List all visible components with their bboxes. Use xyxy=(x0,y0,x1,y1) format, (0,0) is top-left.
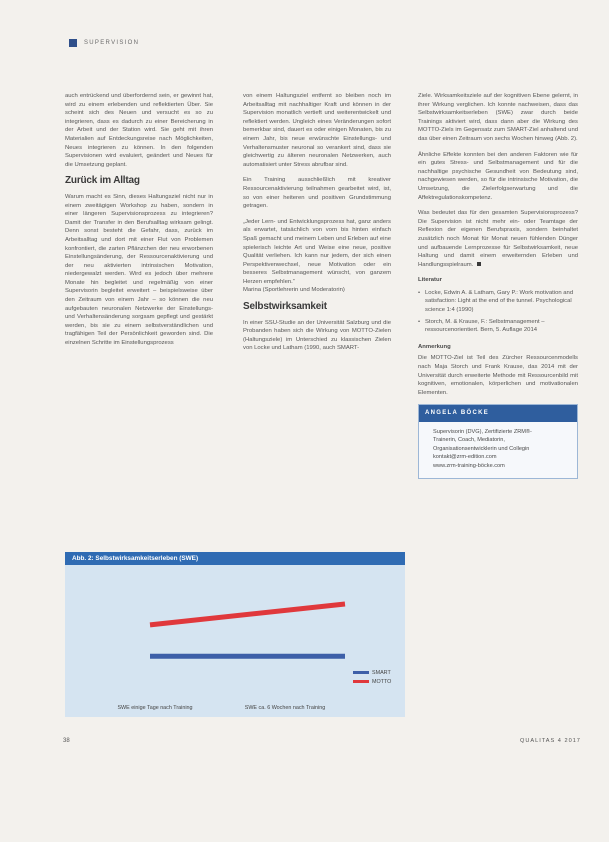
heading-selbstwirksamkeit: Selbstwirksamkeit xyxy=(243,301,327,313)
note-text: Die MOTTO-Ziel ist Teil des Zürcher Ressourcenmodells nach Maja Storch und Frank Krause, das 2014 mit der Universität durch erweiterte Methode mit Ressourcenbild mit kognitiven, emotionalen, körperlichen und motivationalen Elementen. xyxy=(418,355,578,396)
figure-swe-chart xyxy=(65,552,405,717)
column-1 xyxy=(65,92,213,355)
col2-paragraph-2: Ein Training ausschließlich mit kreativer Ressourcenaktivierung teilnahmen gearbeitet wird, ist, so von einer heiteren und positiven Grundstimmung getragen. xyxy=(243,177,391,210)
col2-quote-attribution: Marina (Sportlehrerin und Moderatorin) xyxy=(243,287,345,294)
figure-caption: Abb. 2: Selbstwirksamkeitserleben (SWE) xyxy=(65,552,405,565)
section-header xyxy=(69,39,139,47)
legend-swatch-smart xyxy=(353,671,369,674)
author-title-line: Trainerin, Coach, Mediatorin, xyxy=(433,437,505,444)
section-label: SUPERVISION xyxy=(84,40,140,46)
series-line-motto xyxy=(150,604,345,625)
column-3 xyxy=(418,92,578,479)
legend-label-smart: SMART xyxy=(372,670,391,676)
col2-paragraph-4: In einer SSU-Studie an der Universität Salzburg und die Probanden haben sich die Wirkung von MOTTO-Zielen (Haltungsziele) im Unterschied zu klassischen Zielen von Locke und Latham (1990, auch SMART- xyxy=(243,319,391,352)
x-axis-label-2: SWE ca. 6 Wochen nach Training xyxy=(244,705,326,711)
author-title-line: Supervisorin (DVG), Zertifizierte ZRM®- xyxy=(433,429,532,435)
literature-item: • Storch, M. & Krause, F.: Selbstmanagement – ressourcenorientiert. Bern, 5. Auflage 2014 xyxy=(418,318,578,335)
publication-footer: QUALITAS 4 2017 xyxy=(520,738,581,744)
literature-list xyxy=(418,289,578,335)
legend-label-motto: MOTTO xyxy=(372,679,392,685)
author-website-link[interactable]: www.zrm-training-böcke.com xyxy=(433,462,505,469)
col1-paragraph-1: auch entrückend und überfordernd sein, er gewinnt hat, wird zu einem erlebenden und reflektierten Über. Sie scheint sich des Neuen und versucht es so zu integrieren, dass es dadurch zu einer Bereicherung in der Arbeit und der Station wird. Sie geht mit ihren Materialien auf Entdeckungsreise nach Möglichkeiten, Neues integrieren zu können. In den folgenden Supervisionen wird evaluiert, geändert und Neues für die Umsetzung geplant. xyxy=(65,93,213,168)
col2-paragraph-1: von einem Haltungsziel entfernt so bleiben noch im Arbeitsalltag mit nachhaltiger Kraft und können in der Supervision monatlich vertieft und weiterentwickelt und reflektiert werden. Ungleich eines Veränderungen sofort bemerkbar sind, dauert es oder einigen Monaten, bis zu einem Jahr, bis neue erwünschte Einstellungs- und Verhaltensmuster neuronal so verankert sind, dass sie gleichwertig zu älteren neuronalen Netzwerken, auch automatisiert unter Stress abrufbar sind. xyxy=(243,93,391,168)
author-details xyxy=(419,422,577,478)
chart-legend xyxy=(353,670,391,685)
note-title: Anmerkung xyxy=(418,343,451,350)
col2-quote: „Jeder Lern- und Entwicklungsprozess hat, ganz anders als erwartet, tatsächlich von vorn bis hinten einfach Spaß gemacht und meinem Leben und Erleben auf eine spielerisch leichte Art und Weise eine neue, positive Qualität verliehen. Ich kann nur jedem, der sich einen Perspektivenwechsel, neue Motivation oder ein besseres Selbstmanagement wünscht, von ganzem Herzen empfehlen.“ xyxy=(243,218,391,285)
section-square-icon xyxy=(69,39,77,47)
author-box xyxy=(418,404,578,479)
legend-swatch-motto xyxy=(353,680,369,683)
col3-paragraph-1: Ziele. Wirksamkeitsziele auf der kognitiven Ebene gelernt, in ihrer Wirkung verglichen. Ich konnte nachweisen, dass das Selbstwirksamkeitserleben (SWE) zwar durch beide Trainings aktiviert wird, dass dann aber die Wirkung des MOTTO-Ziels im Gegensatz zum SMART-Ziel anhaltend und das über einen Zeitraum von sechs Wochen hinweg (Abb. 2). xyxy=(418,93,578,142)
column-2 xyxy=(243,92,391,360)
author-email-link[interactable]: kontakt@zrm-edition.com xyxy=(433,454,497,461)
col3-paragraph-2: Ähnliche Effekte konnten bei den anderen Faktoren wie für ein gutes Stress- und Selbstmanagement und für die nachhaltige psychische Gesundheit von Bedeutung sind, nachgewiesen werden, so für die intrinsische Motivation, die Umsetzung, die Zielerfolgserwartung und die Affektregulationskompetenz. xyxy=(418,151,578,201)
article-end-icon xyxy=(477,262,481,266)
heading-zurueck-im-alltag: Zurück im Alltag xyxy=(65,175,140,187)
col1-paragraph-2: Warum macht es Sinn, dieses Haltungsziel nicht nur in einem zweitägigen Workshop zu haben, sondern in einer längeren Supervisionsprozess zu integrieren? Damit der Transfer in den Berufsalltag wirksam gelingt. Denn sonst besteht die Gefahr, dass, zurück im Arbeitsalltag und dort mit einer Flut von Problemen konfrontiert, die zarten Pflänzchen der neu erworbenen Einstellungsänderung, der Ressourcenaktivierung und der neu aktivierten intrinsischen Motivation, niedergewalzt werden. Wird es jedoch über mehrere Monate hin begleitet und regelmäßig von einer Supervisorin begleitet erweitert – beispielsweise über den Zeitraum von einem Jahr – so können die neu aufgebauten neuronalen Netzwerke der Einstellungs- und Verhaltensänderung sorgsam gepflegt und gestärkt werden, bis sie zu einem selbstverständlichen und tragfähigen Teil der Persönlichkeit geworden sind. Die einzelnen Schritte im Einstellungsprozess xyxy=(65,193,213,347)
col3-paragraph-3 xyxy=(418,209,578,269)
chart-svg xyxy=(65,565,405,717)
literature-item: • Locke, Edwin A. & Latham, Gary P.: Work motivation and satisfaction: Light at the end of the tunnel. Psychological science 1:4 (1990) xyxy=(418,289,578,315)
author-title-line: Organisationsentwicklerin und Collegin xyxy=(433,445,530,452)
author-name: ANGELA BÖCKE xyxy=(419,405,577,422)
col3-paragraph-3-text: Was bedeutet das für den gesamten Supervisionsprozess? Die Supervision ist nicht mehr ein- oder Teamtage der Reflexion der eigenen Berufspraxis, sondern beinhaltet zusätzlich noch Monat für Monat neuen fühlenden Dünger und aufbauende Lernprozesse für Selbstwirksamkeit, neue Haltung und damit einem erweiternden Erleben und Handlungsspielraum. xyxy=(418,210,578,268)
x-axis-label-1: SWE einige Tage nach Training xyxy=(117,705,193,711)
literature-title: Literatur xyxy=(418,277,442,284)
page-number: 38 xyxy=(63,738,70,744)
